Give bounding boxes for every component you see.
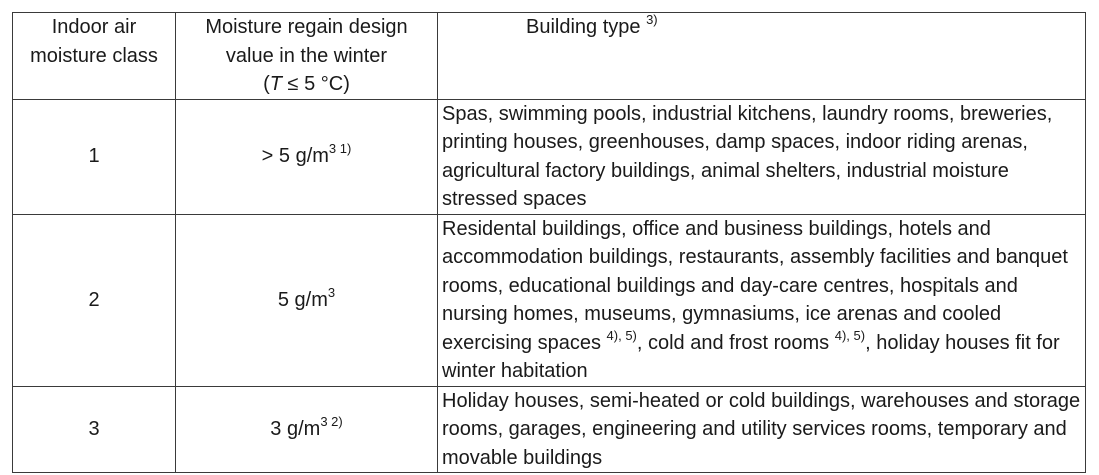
header-building-type-note: 3) bbox=[646, 12, 658, 27]
header-temp-paren: ( bbox=[263, 73, 270, 95]
building-type-text-a: Residental buildings, office and business buildings, hotels and accommodation buildings, restaurants, assembly facilities and banquet rooms, educational buildings and day-care centres, hospitals and nursing homes, museums, gymnasiums, ice arenas and cooled exercising spaces bbox=[442, 217, 1068, 354]
moisture-class-cell: 2 bbox=[13, 214, 176, 386]
moisture-class-cell: 3 bbox=[13, 386, 176, 473]
header-design-value bbox=[176, 13, 438, 100]
design-value-cell bbox=[176, 99, 438, 214]
header-temp-condition: ≤ 5 °C) bbox=[282, 73, 350, 95]
header-design-value-line2: value in the winter bbox=[225, 44, 388, 67]
building-type-text-b: , cold and frost rooms bbox=[636, 331, 835, 354]
design-value-sup: 3 bbox=[327, 284, 336, 300]
header-temp-symbol: T bbox=[269, 73, 282, 95]
building-type-cell: Spas, swimming pools, industrial kitchens, laundry rooms, breweries, printing houses, greenhouses, damp spaces, indoor riding arenas, agricultural factory buildings, animal shelters, industrial moisture stressed spaces bbox=[438, 99, 1086, 214]
header-moisture-class-label: Indoor air moisture class bbox=[30, 16, 158, 67]
header-building-type bbox=[438, 13, 1086, 100]
building-type-note-1: 4), 5) bbox=[606, 327, 637, 343]
table-row bbox=[13, 99, 1086, 214]
design-value-sup: 3 2) bbox=[320, 414, 343, 429]
design-value-text: 5 g/m bbox=[277, 288, 328, 311]
design-value-text: > 5 g/m bbox=[261, 145, 329, 168]
moisture-class-table bbox=[12, 12, 1086, 473]
design-value-cell bbox=[176, 214, 438, 386]
design-value-sup: 3 1) bbox=[328, 141, 352, 157]
table-row bbox=[13, 386, 1086, 473]
design-value-text: 3 g/m bbox=[270, 418, 321, 440]
header-building-type-label: Building type bbox=[526, 16, 647, 38]
table-header-row bbox=[13, 13, 1086, 100]
moisture-class-cell: 1 bbox=[13, 99, 176, 214]
design-value-cell bbox=[176, 386, 438, 473]
building-type-cell bbox=[438, 214, 1086, 386]
building-type-text-c: , holiday houses fit for winter habitation bbox=[442, 331, 1060, 382]
header-moisture-class bbox=[13, 13, 176, 100]
building-type-note-2: 4), 5) bbox=[834, 327, 866, 343]
building-type-cell: Holiday houses, semi-heated or cold buildings, warehouses and storage rooms, garages, engineering and utility services rooms, temporary and movable buildings bbox=[438, 386, 1086, 473]
header-design-value-line1: Moisture regain design bbox=[205, 16, 408, 38]
table-row bbox=[13, 214, 1086, 386]
